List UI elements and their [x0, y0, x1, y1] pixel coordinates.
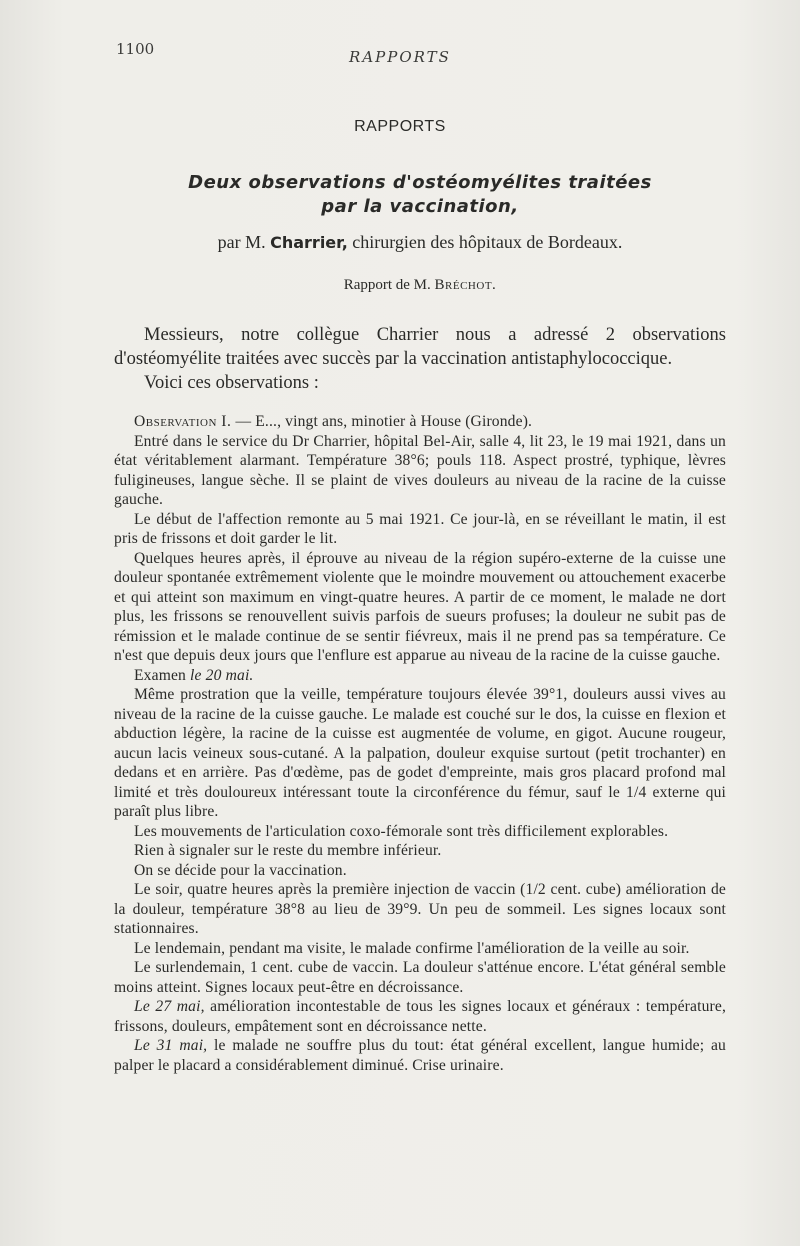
paragraph-exam: Même prostration que la veille, température toujours élevée 39°1, douleurs aussi vives au niveau de la racine de la cuisse gauche. Le malade est couché sur le dos, la cuisse en flexion et abduction légère, la racine de la cuisse est augmentée de volume, en gigot. Aucune rougeur, aucun lacis veineux sous-cutané. A la palpation, douleur exquise surtout (petit trochanter) en dedans et en arrière. Pas d'œdème, pas de godet d'empreinte, mais gros placard profond mal limité et très douloureux intéressant toute la circonférence du fémur, sauf le 1/4 externe qui paraît plus libre.	[114, 686, 726, 820]
report-prefix: Rapport de M.	[343, 277, 431, 293]
paragraph-may-31	[114, 1036, 726, 1075]
observation-body	[114, 412, 726, 1075]
byline-prefix: par M.	[217, 232, 266, 252]
paragraph-onset: Le début de l'affection remonte au 5 mai 1921. Ce jour-là, en se réveillant le matin, il est pris de frissons et doit garder le lit.	[114, 510, 726, 547]
paragraph-day-after: Le surlendemain, 1 cent. cube de vaccin. La douleur s'atténue encore. L'état général semble moins atteint. Signes locaux peut-être en décroissance.	[114, 959, 726, 996]
intro	[114, 323, 726, 395]
page-number: 1100	[116, 40, 155, 58]
report-attribution	[100, 277, 740, 294]
exam-prefix: Examen	[134, 666, 191, 684]
exam-date: le 20 mai.	[190, 666, 254, 684]
section-title: RAPPORTS	[354, 118, 446, 135]
paragraph-progression: Quelques heures après, il éprouve au niveau de la région supéro-externe de la cuisse une douleur spontanée extrêmement violente que le moindre mouvement ou attouchement exacerbe et qui atteint son maximum en vingt-quatre heures. A partir de ce moment, le malade ne dort plus, les frissons se renouvellent suivis parfois de sueurs profuses; la douleur ne subit pas de rémission et le malade continue de se sentir fiévreux, mais il ne prend pas sa température. Ce n'est que depuis deux jours que l'enflure est apparue au niveau de la racine de la cuisse gauche.	[114, 549, 726, 664]
intro-paragraph-1: Messieurs, notre collègue Charrier nous a adressé 2 observations d'ostéomyélite traitées avec succès par la vaccination antistaphylococcique.	[114, 325, 726, 369]
article-title-line-1: Deux observations d'ostéomyélites traitées	[188, 172, 652, 193]
text-may-27: amélioration incontestable de tous les signes locaux et généraux : température, frissons, douleurs, empâtement sont en décroissance nette.	[114, 998, 726, 1035]
byline	[100, 232, 740, 253]
report-author: Bréchot.	[434, 277, 497, 293]
observation-label: Observation I.	[134, 413, 232, 430]
exam-heading	[114, 666, 726, 686]
byline-suffix: chirurgien des hôpitaux de Bordeaux.	[352, 232, 623, 252]
paragraph-evening: Le soir, quatre heures après la première injection de vaccin (1/2 cent. cube) amélioration de la douleur, température 38°8 au lieu de 39°9. Un peu de sommeil. Les signes locaux sont stationnaires.	[114, 881, 726, 937]
date-may-31: Le 31 mai,	[134, 1037, 208, 1054]
intro-paragraph-2: Voici ces observations :	[144, 373, 319, 393]
paragraph-decision: On se décide pour la vaccination.	[134, 861, 347, 879]
observation-subject: — E..., vingt ans, minotier à House (Gironde).	[235, 413, 533, 430]
author-name: Charrier,	[270, 233, 348, 252]
paragraph-movements: Les mouvements de l'articulation coxo-fémorale sont très difficilement explorables.	[134, 822, 669, 840]
article-title-line-2: par la vaccination,	[321, 196, 519, 217]
observation-heading	[114, 412, 726, 432]
date-may-27: Le 27 mai,	[134, 998, 205, 1015]
paragraph-next-day: Le lendemain, pendant ma visite, le malade confirme l'amélioration de la veille au soir.	[134, 939, 690, 957]
paragraph-entry: Entré dans le service du Dr Charrier, hôpital Bel-Air, salle 4, lit 23, le 19 mai 1921, dans un état véritablement alarmant. Température 38°6; pouls 118. Aspect prostré, typhique, lèvres fuligineuses, langue sèche. Il se plaint de vives douleurs au niveau de la racine de la cuisse gauche.	[114, 432, 726, 508]
running-head: RAPPORTS	[349, 48, 451, 66]
paragraph-may-27	[114, 997, 726, 1036]
text-may-31: le malade ne souffre plus du tout: état général excellent, langue humide; au palper le placard a considérablement diminué. Crise urinaire.	[114, 1037, 726, 1074]
paragraph-nothing: Rien à signaler sur le reste du membre inférieur.	[134, 842, 442, 859]
